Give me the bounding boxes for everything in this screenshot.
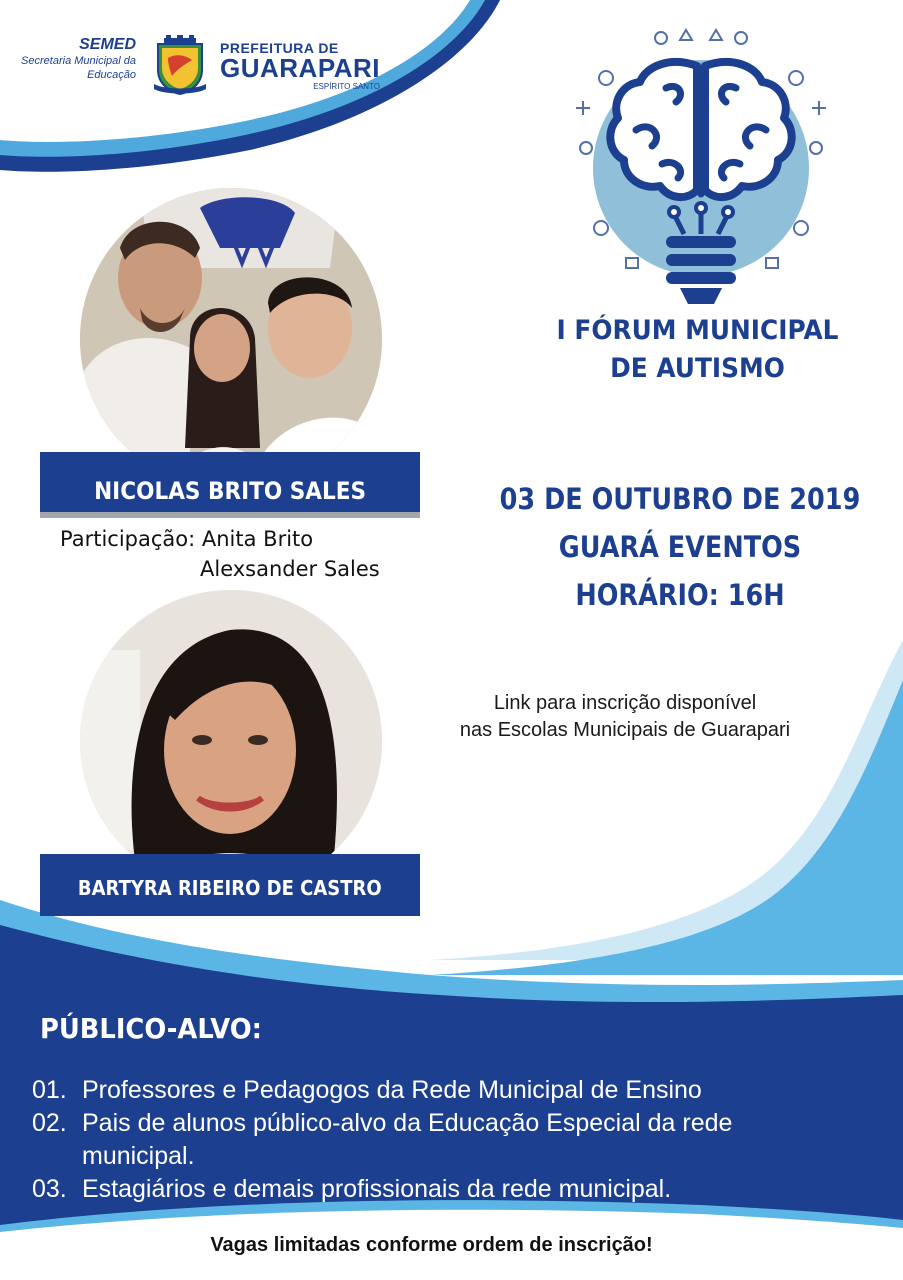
list-item xyxy=(32,1173,882,1206)
list-item-text: Pais de alunos público-alvo da Educação Especial da rede municipal. xyxy=(82,1109,733,1170)
list-item-text: Professores e Pedagogos da Rede Municipal de Ensino xyxy=(82,1076,702,1104)
municipal-crest-icon xyxy=(150,34,210,96)
list-item-number: 01. xyxy=(32,1076,67,1104)
portrait-illustration xyxy=(80,590,382,892)
semed-line2: Educação xyxy=(87,69,136,81)
prefeitura-line2: GUARAPARI xyxy=(220,53,381,83)
event-time: HORÁRIO: 16H xyxy=(575,578,785,612)
list-item-text: Estagiários e demais profissionais da rede municipal. xyxy=(82,1175,672,1203)
event-title-line1: I FÓRUM MUNICIPAL xyxy=(556,315,839,346)
participation-line1: Participação: Anita Brito xyxy=(60,527,314,551)
semed-title: SEMED xyxy=(79,36,136,53)
registration-line1: Link para inscrição disponível xyxy=(493,692,757,714)
event-date: 03 DE OUTUBRO DE 2019 xyxy=(499,482,861,516)
event-details xyxy=(495,475,865,619)
footer-note: Vagas limitadas conforme ordem de inscrição! xyxy=(210,1234,653,1256)
speaker-name: BARTYRA RIBEIRO DE CASTRO xyxy=(78,876,382,900)
registration-line2: nas Escolas Municipais de Guarapari xyxy=(459,719,791,741)
event-venue: GUARÁ EVENTOS xyxy=(558,530,802,564)
list-item-number: 02. xyxy=(32,1109,67,1137)
semed-line1: Secretaria Municipal da xyxy=(21,55,136,67)
registration-info xyxy=(400,690,850,744)
participation-line2: Alexsander Sales xyxy=(200,557,380,581)
list-item xyxy=(32,1074,882,1107)
prefeitura-logo xyxy=(220,40,380,91)
speaker-name: NICOLAS BRITO SALES xyxy=(94,477,366,505)
semed-logo xyxy=(8,36,136,82)
list-item-number: 03. xyxy=(32,1175,67,1203)
group-photo-illustration xyxy=(80,188,382,490)
brain-lightbulb-icon xyxy=(566,18,836,308)
speaker-participation xyxy=(60,524,430,584)
event-title-line2: DE AUTISMO xyxy=(610,353,785,384)
speaker-banner-nicolas xyxy=(40,452,420,512)
speaker-photo-nicolas xyxy=(80,188,382,490)
event-title xyxy=(534,312,861,388)
list-item xyxy=(32,1107,882,1173)
prefeitura-line3: ESPÍRITO SANTO xyxy=(313,82,381,91)
audience-list xyxy=(32,1074,882,1206)
audience-title: PÚBLICO-ALVO: xyxy=(40,1012,262,1045)
prefeitura-line1: PREFEITURA DE xyxy=(220,40,339,56)
speaker-photo-bartyra xyxy=(80,590,382,892)
speaker-banner-bartyra xyxy=(40,854,420,916)
